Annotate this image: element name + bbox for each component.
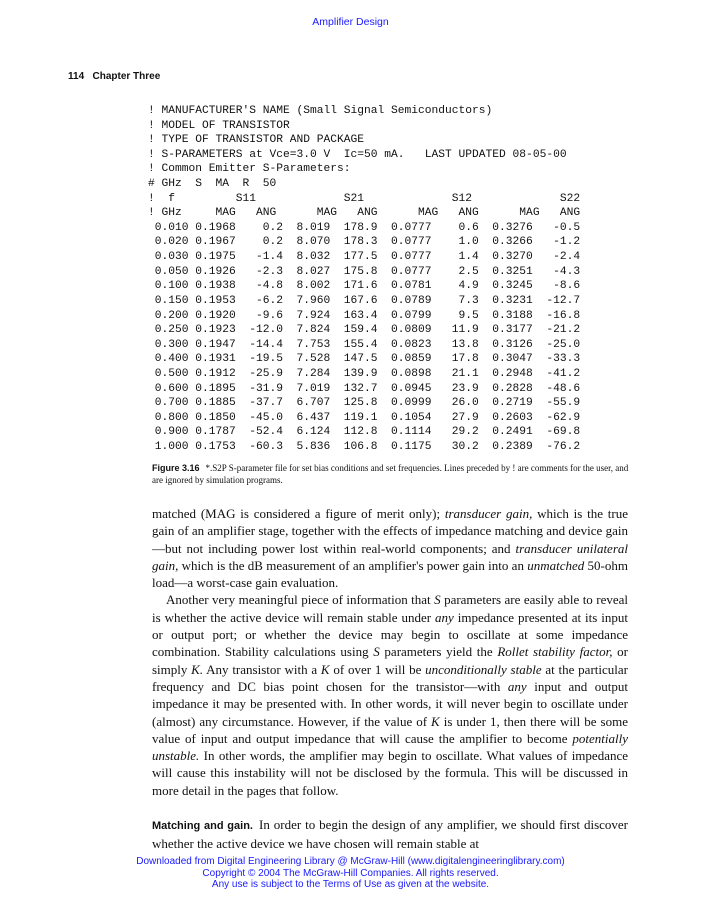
listing-line: 0.800 0.1850 -45.0 6.437 119.1 0.1054 27.9 0.2603 -62.9: [148, 411, 581, 424]
listing-line: 0.100 0.1938 -4.8 8.002 171.6 0.0781 4.9 0.3245 -8.6: [148, 280, 581, 293]
emphasis: any: [507, 678, 527, 694]
listing-line: ! S-PARAMETERS at Vce=3.0 V Ic=50 mA. LAST UPDATED 08-05-00: [148, 148, 567, 161]
emphasis: K.: [191, 661, 204, 677]
chapter-label: Chapter Three: [92, 71, 161, 82]
emphasis: any: [435, 609, 454, 625]
figure-caption-text: *.S2P S-parameter file for set bias conditions and set frequencies. Lines preceded by ! are comments for the user, and are ignored by simulation programs.: [152, 463, 629, 485]
listing-line: 0.010 0.1968 0.2 8.019 178.9 0.0777 0.6 0.3276 -0.5: [148, 221, 581, 234]
emphasis: S: [373, 644, 380, 660]
emphasis: transducer unilateral gain,: [152, 540, 628, 573]
emphasis: K: [320, 661, 330, 677]
listing-line: 1.000 0.1753 -60.3 5.836 106.8 0.1175 30.2 0.2389 -76.2: [148, 441, 581, 454]
text-run: 50-ohm load—a worst-case gain evaluation.: [152, 557, 628, 591]
listing-line: 0.700 0.1885 -37.7 6.707 125.8 0.0999 26.0 0.2719 -55.9: [148, 397, 581, 410]
listing-line: ! TYPE OF TRANSISTOR AND PACKAGE: [148, 134, 365, 147]
emphasis: unmatched: [527, 557, 585, 573]
listing-line: ! Common Emitter S-Parameters:: [148, 163, 351, 176]
listing-line: 0.030 0.1975 -1.4 8.032 177.5 0.0777 1.4 0.3270 -2.4: [148, 251, 581, 264]
page-number: 114: [68, 71, 85, 82]
footer-download-line: Downloaded from Digital Engineering Library @ McGraw-Hill (www.digitalengineeringlibrary.com): [136, 856, 565, 867]
emphasis: S: [434, 592, 441, 608]
listing-line: 0.900 0.1787 -52.4 6.124 112.8 0.1114 29.2 0.2491 -69.8: [148, 426, 581, 439]
emphasis: K: [431, 713, 440, 729]
footer-terms-line: Any use is subject to the Terms of Use as given at the website.: [211, 879, 490, 890]
emphasis: potentially unstable.: [152, 730, 628, 764]
text-run: In order to begin the design of any amplifier, we should first discover whether the active device we have chosen will remain stable at: [152, 817, 628, 852]
running-header-title: Amplifier Design: [312, 16, 389, 28]
listing-line: ! MANUFACTURER'S NAME (Small Signal Semiconductors): [148, 105, 493, 117]
section-heading: Matching and gain.: [152, 820, 253, 833]
listing-line: 0.050 0.1926 -2.3 8.027 175.8 0.0777 2.5 0.3251 -4.3: [148, 265, 581, 278]
listing-line: 0.200 0.1920 -9.6 7.924 163.4 0.0799 9.5 0.3188 -16.8: [148, 309, 581, 322]
footer: [0, 856, 701, 891]
paragraph: [152, 591, 628, 799]
footer-copyright-line: Copyright © 2004 The McGraw-Hill Companies. All rights reserved.: [202, 867, 499, 879]
s-parameter-listing: [148, 104, 580, 455]
text-run: of over 1 will be: [329, 661, 426, 677]
text-run: or simply: [152, 644, 628, 677]
text-run: impedance presented at its input or output port; or whether the device may begin to oscillate at some impedance combination. Stability calculations using: [152, 609, 628, 660]
figure-caption: [152, 463, 632, 486]
emphasis: unconditionally stable: [425, 661, 542, 677]
listing-line: ! f S11 S21 S12 S22: [148, 192, 581, 205]
text-run: matched (MAG is considered a figure of merit only);: [152, 506, 445, 521]
listing-line: # GHz S MA R 50: [148, 178, 277, 191]
figure-label: Figure 3.16: [152, 463, 200, 473]
text-run: which is the true gain of an amplifier stage, together with the effects of impedance matching and device gain—but not including power lost within real-world components; and: [152, 506, 628, 556]
listing-line: 0.250 0.1923 -12.0 7.824 159.4 0.0809 11.9 0.3177 -21.2: [148, 324, 581, 337]
text-run: Any transistor with a: [203, 661, 321, 677]
listing-line: 0.400 0.1931 -19.5 7.528 147.5 0.0859 17.8 0.3047 -33.3: [148, 353, 581, 366]
listing-line: 0.600 0.1895 -31.9 7.019 132.7 0.0945 23.9 0.2828 -48.6: [148, 382, 581, 395]
text-run: Another very meaningful piece of information that: [166, 592, 435, 608]
text-run: is under 1, then there will be some value of input and output impedance that will cause the amplifier to become: [152, 713, 628, 746]
body-text: [152, 505, 628, 853]
paragraph: [152, 505, 628, 591]
text-run: at the particular frequency and DC bias point chosen for the transistor—with: [152, 661, 628, 694]
paragraph: [152, 816, 628, 853]
text-run: parameters are easily able to reveal is whether the active device will remain stable under: [152, 592, 628, 625]
running-header: [68, 71, 160, 82]
text-run: which is the dB measurement of an amplifier's power gain into an: [178, 557, 528, 573]
text-run: In other words, the amplifier may begin to oscillate. What values of impedance will cause this instability will not be disclosed by the formula. This will be discussed in more detail in the pages that follow.: [152, 748, 628, 798]
listing-line: 0.300 0.1947 -14.4 7.753 155.4 0.0823 13.8 0.3126 -25.0: [148, 338, 581, 351]
listing-line: 0.500 0.1912 -25.9 7.284 139.9 0.0898 21.1 0.2948 -41.2: [148, 367, 581, 380]
emphasis: Rollet stability factor,: [497, 644, 613, 660]
listing-line: 0.020 0.1967 0.2 8.070 178.3 0.0777 1.0 0.3266 -1.2: [148, 236, 581, 249]
listing-line: 0.150 0.1953 -6.2 7.960 167.6 0.0789 7.3 0.3231 -12.7: [148, 294, 581, 307]
listing-line: ! GHz MAG ANG MAG ANG MAG ANG MAG ANG: [148, 207, 581, 220]
listing-line: ! MODEL OF TRANSISTOR: [148, 119, 290, 132]
text-run: input and output impedance it may be presented with. In other words, it will never begin to oscillate under (almost) any circumstance. However, if the value of: [152, 678, 628, 729]
emphasis: transducer gain,: [444, 506, 533, 521]
text-run: parameters yield the: [379, 644, 498, 660]
